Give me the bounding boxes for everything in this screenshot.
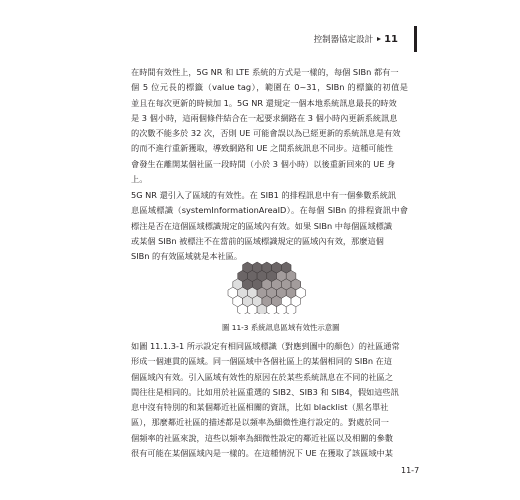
text-line: 在時間有效性上，5G NR 和 LTE 系統的方式是一樣的，每個 SIBn 都有一 <box>131 67 399 77</box>
text-line: 標注是否在這個區域標識規定的區域內有效。如果 SIBn 中每個區域標識 <box>131 220 393 231</box>
figure-caption: 圖 11-3 系統訊息區域有效性示意圖 <box>222 323 340 332</box>
text-line: 的而不進行重新獲取，導致網路和 UE 之間系統訊息不同步。這種可能性 <box>131 143 393 154</box>
paragraph-area-validity <box>131 188 408 264</box>
text-line: 並且在每次更新的時候加 1。5G NR 還規定一個本地系統訊息最長的時效 <box>131 97 397 108</box>
text-line: 5G NR 還引入了區域的有效性。在 SIB1 的排程訊息中有一個參數系統訊 <box>131 190 397 200</box>
header-page: 11 <box>384 34 398 45</box>
text-line: 的次數不能多於 32 次，否則 UE 可能會誤以為已經更新的系統訊息是有效 <box>131 128 401 139</box>
text-line: SIBn 的有效區域就是本社區。 <box>131 251 243 262</box>
text-line: 是 3 個小時，這兩個條件結合在一起要求網路在 3 個小時內更新系統訊息 <box>131 112 398 123</box>
page-number: 11-7 <box>401 466 420 475</box>
text-line: 很有可能在某個區域內是一樣的。在這種情況下 UE 在獲取了該區域中某 <box>131 448 393 459</box>
paragraph-example <box>131 339 408 461</box>
text-line: 上。 <box>131 174 148 185</box>
text-line: 區），那麼鄰近社區的描述都是以頻率為細微性進行設定的。對處於同一 <box>131 417 389 428</box>
text-line: 息區域標識（systemInformationAreaID）。在每個 SIBn 的排程資訊中會 <box>131 205 408 216</box>
text-line: 或某個 SIBn 被標注不在當前的區域標識規定的區域內有效，那麼這個 <box>131 235 384 246</box>
text-line: 如圖 11.1.3-1 所示設定有相同區域標識（對應到圖中的顏色）的社區通常 <box>131 341 400 351</box>
text-line: 會發生在離開某個社區一段時間（小於 3 個小時）以後重新回來的 UE 身 <box>131 158 396 169</box>
hex-cell-diagram <box>222 256 332 314</box>
text-line: 息中沒有特別的和某個鄰近社區相關的資訊，比如 blacklist（黑名單社 <box>131 402 389 413</box>
text-line: 個 5 位元長的標籤（value tag），範圍在 0~31，SIBn 的標籤的初值是 <box>131 82 408 93</box>
paragraph-time-validity <box>131 65 408 187</box>
header-title: 控制器協定設計 <box>313 35 374 45</box>
triangle-icon <box>377 37 381 41</box>
text-line: 個頻率的社區來說，這些以頻率為細微性設定的鄰近社區以及相關的參數 <box>131 432 394 443</box>
text-line: 個區域內有效。引入區域有效性的原因在於某些系統訊息在不同的社區之 <box>131 371 394 382</box>
text-line: 間往往是相同的。比如用於社區重選的 SIB2、SIB3 和 SIB4，假如這些訊 <box>131 386 399 397</box>
text-line: 形成一個連貫的區域。同一個區域中各個社區上的某個相同的 SIBn 在這 <box>131 356 393 367</box>
page-edge-bar <box>414 26 417 52</box>
running-header <box>314 33 398 45</box>
